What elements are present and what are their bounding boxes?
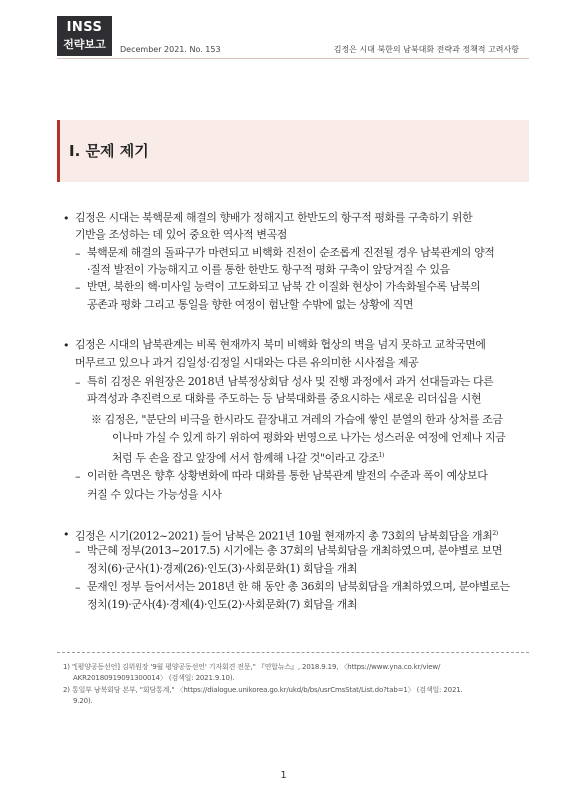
section-accent-bar [57,120,60,182]
dash-icon: – [75,376,81,389]
footnote-ref: 2) [492,530,498,537]
header-divider [57,58,529,59]
section-title: Ⅰ. 문제 제기 [69,142,149,160]
dash-icon: – [75,281,81,294]
body-line: 반면, 북한의 핵·미사일 능력이 고도화되고 남북 간 이질화 현상이 가속화될수록 남북의 [87,280,481,293]
footnote-ref: 1) [378,452,385,459]
body-line: 기반을 조성하는 데 있어 중요한 역사적 변곡점 [75,228,287,241]
body-line: 정치(19)·군사(4)·경제(4)·인도(2)·사회문화(7) 회담을 개최 [87,598,358,611]
dash-icon: – [75,545,81,558]
body-line: 북핵문제 해결의 돌파구가 마련되고 비핵화 진전이 순조롭게 진전될 경우 남북관계의 양적 [87,246,495,259]
body-line [75,527,498,544]
running-title: 김정은 시대 북한의 남북대화 전략과 정책적 고려사항 [333,45,519,54]
dash-icon: – [75,581,81,594]
note-line [112,449,384,466]
bullet-icon: • [63,528,70,541]
logo-line-1: INSS [66,20,103,35]
body-line: 공존과 평화 그리고 통일을 향한 여정이 험난할 수밖에 없는 상황에 직면 [87,298,414,311]
footnote-1-cont: AKR20180919091300014〉 (검색일: 2021.9.10). [73,674,235,682]
footnote-1: 1) "[평양공동선언] 김위원장 '9월 평양공동선언' 기자회견 전문," 『연합뉴스』, 2018.9.19, 〈https://www.yna.co.kr/view/ [63,663,441,671]
bullet-icon: • [63,212,70,225]
body-line: 박근혜 정부(2013~2017.5) 시기에는 총 37회의 남북회담을 개최하였으며, 분야별로 보면 [87,544,503,557]
bullet-icon: • [63,339,70,352]
dash-icon: – [75,247,81,260]
body-line: 커질 수 있다는 가능성을 시사 [87,488,222,501]
page-number: 1 [280,770,287,781]
body-line: 문재인 정부 들어서서는 2018년 한 해 동안 총 36회의 남북회담을 개최하였으며, 분야별로는 [87,580,510,593]
body-line: 파격성과 추진력으로 대화를 주도하는 등 남북대화를 중요시하는 새로운 리더십을 시현 [87,392,482,405]
footnote-divider [57,652,529,653]
body-line: 특히 김정은 위원장은 2018년 남북정상회담 성사 및 진행 과정에서 과거 선대들과는 다른 [87,375,494,388]
inss-logo [57,16,112,56]
note-line: 이나마 가실 수 있게 하기 위하여 평화와 번영으로 나가는 성스러운 여정에 언제나 지금 [112,431,506,444]
body-line-text: 김정은 시기(2012~2021) 들어 남북은 2021년 10월 현재까지 총 73회의 남북회담을 개최 [75,529,493,543]
note-line: ※ 김정은, "분단의 비극을 한시라도 끝장내고 겨레의 가슴에 쌓인 분열의 한과 상처를 조금 [91,413,503,426]
body-line: 김정은 시대는 북핵문제 해결의 향배가 정해지고 한반도의 항구적 평화를 구축하기 위한 [75,211,473,224]
body-line: 김정은 시대의 남북관계는 비록 현재까지 북미 비핵화 협상의 벽을 넘지 못하고 교착국면에 [75,338,486,351]
footnote-2-cont: 9.20). [73,697,93,705]
footnote-2: 2) 통일부 남북회담 본부, "회담통계," 〈https://dialogue.unikorea.go.kr/ukd/b/bs/usrCmsStat/List.do?tab=1〉 (검색일: 2021. [63,686,463,694]
section-heading-box [57,120,529,182]
body-line: 이러한 측면은 향후 상황변화에 따라 대화를 통한 남북관계 발전의 수준과 폭이 예상보다 [87,469,488,482]
dash-icon: – [75,470,81,483]
body-line: 정치(6)·군사(1)·경제(26)·인도(3)·사회문화(1) 회담을 개최 [87,562,358,575]
logo-line-2: 전략보고 [63,38,106,51]
note-line-text: 처럼 두 손을 잡고 앞장에 서서 함께해 나갈 것"이라고 강조 [112,451,379,465]
body-line: 머무르고 있으나 과거 김일성·김정일 시대와는 다른 유의미한 시사점을 제공 [75,356,419,369]
issue-label: December 2021. No. 153 [120,45,221,54]
body-line: ·질적 발전이 가능해지고 이를 통한 한반도 항구적 평화 구축이 앞당겨질 수 있음 [87,263,450,276]
